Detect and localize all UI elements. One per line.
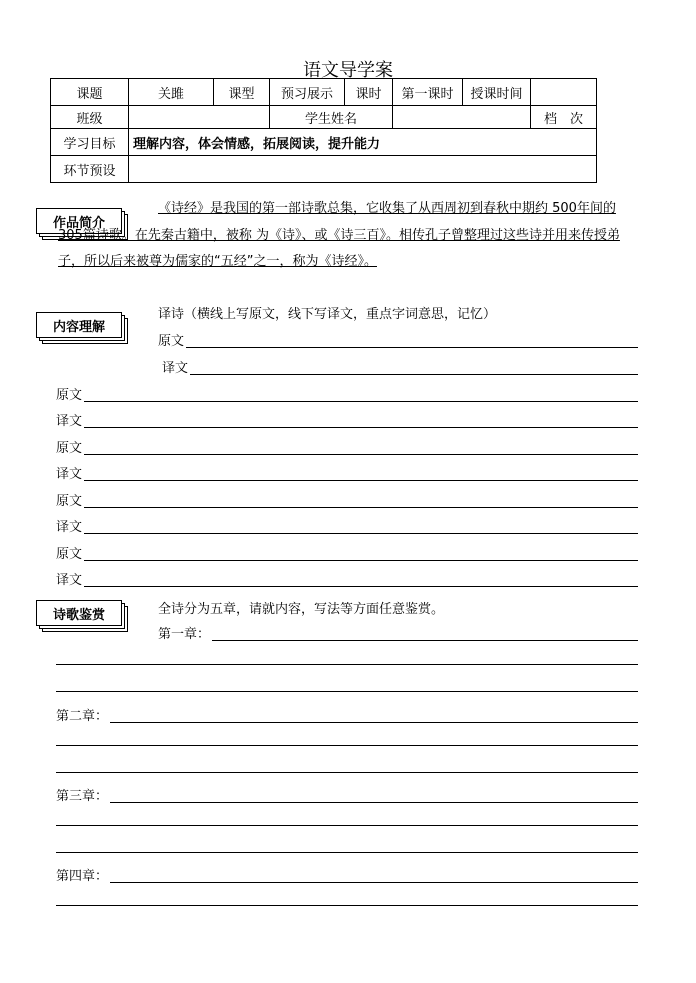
chapter4-row[interactable] <box>56 865 638 884</box>
original-label: 原文 <box>56 494 83 509</box>
translation-row[interactable] <box>56 357 638 376</box>
preset-field[interactable] <box>129 156 597 183</box>
original-row[interactable] <box>56 543 638 562</box>
chapter4-label: 第四章： <box>56 869 109 884</box>
original-label: 原文 <box>56 388 83 403</box>
original-label: 原文 <box>158 334 185 349</box>
class-label: 班级 <box>51 106 129 129</box>
chapter3-row[interactable] <box>56 785 638 804</box>
original-row[interactable] <box>56 490 638 509</box>
translation-row[interactable] <box>56 516 638 535</box>
translation-row[interactable] <box>56 410 638 429</box>
chapter3-label: 第三章： <box>56 789 109 804</box>
answer-line[interactable] <box>56 772 638 773</box>
course-label: 课题 <box>51 79 129 106</box>
content-instruction: 译诗（横线上写原文，线下写译文，重点字词意思，记忆） <box>158 307 497 322</box>
type-label: 课型 <box>214 79 270 106</box>
original-row[interactable] <box>56 437 638 456</box>
course-value: 关雎 <box>129 79 214 106</box>
preset-label: 环节预设 <box>51 156 129 183</box>
translation-row[interactable] <box>56 463 638 482</box>
answer-line[interactable] <box>56 745 638 746</box>
intro-paragraph <box>58 196 638 276</box>
chapter1-row[interactable] <box>158 623 638 642</box>
goal-value: 理解内容，体会情感，拓展阅读，提升能力 <box>129 129 597 156</box>
answer-line[interactable] <box>56 905 638 906</box>
answer-line[interactable] <box>56 691 638 692</box>
class-field[interactable] <box>129 106 270 129</box>
appreciation-instruction: 全诗分为五章，请就内容，写法等方面任意鉴赏。 <box>158 602 445 617</box>
original-row[interactable] <box>56 384 638 403</box>
period-value: 第一课时 <box>393 79 463 106</box>
answer-line[interactable] <box>56 664 638 665</box>
page-title: 语文导学案 <box>303 60 393 81</box>
goal-label: 学习目标 <box>51 129 129 156</box>
translation-label: 译文 <box>56 414 83 429</box>
type-value: 预习展示 <box>270 79 345 106</box>
original-label: 原文 <box>56 441 83 456</box>
answer-line[interactable] <box>56 825 638 826</box>
intro-text: 《诗经》是我国的第一部诗歌总集，它收集了从西周初到春秋中期约 500年间的 305篇诗歌。在先秦古籍中，被称 为《诗》、或《诗三百》。相传孔子曾整理过这些诗并用来传授弟子，所以后来被尊为儒家的“五经”之一，称为《诗经》。 <box>58 201 620 269</box>
date-field[interactable] <box>531 79 597 106</box>
translation-row[interactable] <box>56 569 638 588</box>
student-label: 学生姓名 <box>270 106 393 129</box>
content-badge: 内容理解 <box>36 312 126 340</box>
appreciation-badge: 诗歌鉴赏 <box>36 600 126 628</box>
date-label: 授课时间 <box>463 79 531 106</box>
original-row[interactable] <box>158 330 638 349</box>
period-label: 课时 <box>345 79 393 106</box>
translation-label: 译文 <box>56 520 83 535</box>
answer-line[interactable] <box>56 852 638 853</box>
student-field[interactable] <box>393 106 531 129</box>
chapter2-label: 第二章： <box>56 709 109 724</box>
header-table <box>50 78 597 183</box>
translation-label: 译文 <box>56 573 83 588</box>
translation-label: 译文 <box>56 467 83 482</box>
chapter2-row[interactable] <box>56 705 638 724</box>
intro-badge: 作品简介 <box>36 208 126 236</box>
chapter1-label: 第一章： <box>158 627 211 642</box>
original-label: 原文 <box>56 547 83 562</box>
rank-label: 档 次 <box>531 106 597 129</box>
translation-label: 译文 <box>162 361 189 376</box>
